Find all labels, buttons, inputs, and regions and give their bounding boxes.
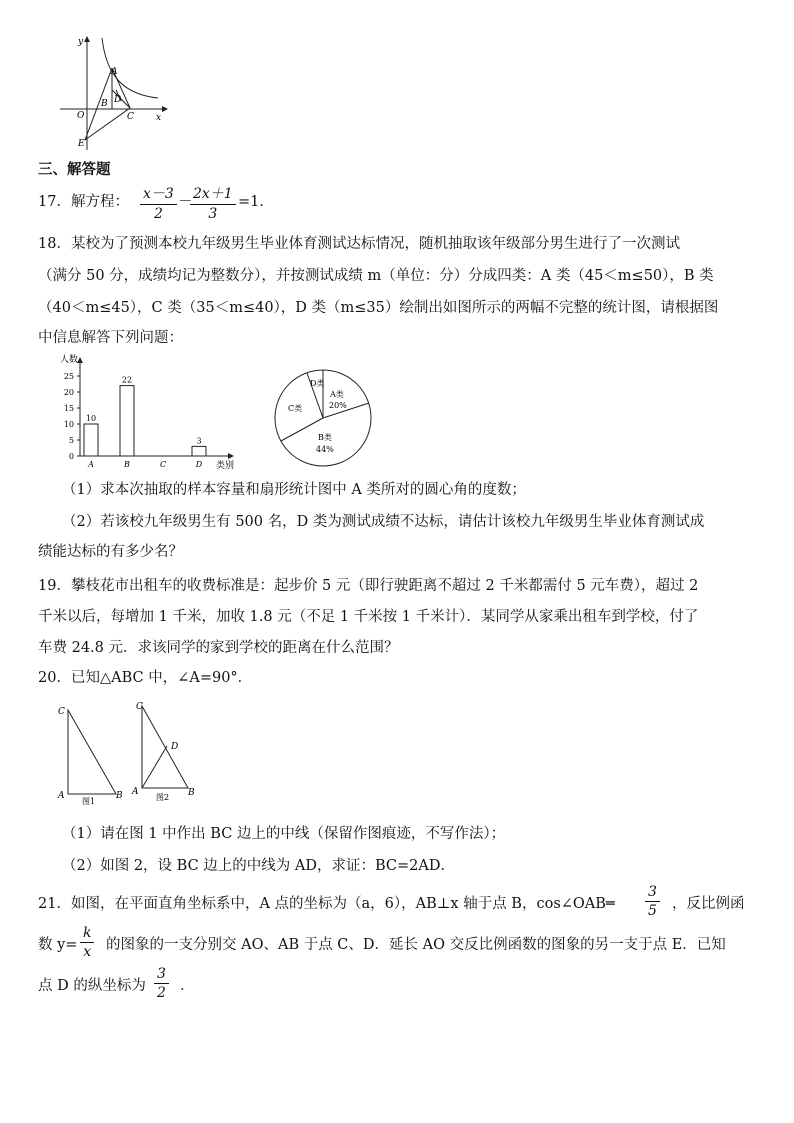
q17-frac1-den: 2	[153, 206, 163, 222]
section-title: 三、解答题	[38, 161, 111, 178]
fig2-label-a: A	[132, 787, 139, 797]
q21-frac-k	[80, 925, 94, 960]
q17-fraction-2	[190, 183, 236, 222]
q21-frac-cos	[645, 884, 660, 919]
bar-ytick-label: 25	[63, 372, 74, 381]
q19-line1: 19．攀枝花市出租车的收费标准是：起步价 5 元（即行驶距离不超过 2 千米都需付 5 元车费），超过 2	[38, 578, 699, 594]
q17-frac2-den: 3	[208, 206, 218, 222]
fig1-caption: 图1	[82, 797, 96, 806]
q20-sub1: （1）请在图 1 中作出 BC 边上的中线（保留作图痕迹，不写作法）；	[62, 826, 506, 842]
q21-line1-b: ，反比例函	[672, 896, 745, 912]
q18-line4: 中信息解答下列问题：	[38, 330, 183, 346]
bar-chart	[56, 350, 246, 472]
q21-frac-d-num: 3	[154, 966, 169, 984]
triangle-figure-1	[54, 702, 134, 808]
bar-xlabel: 类别	[216, 461, 235, 471]
q17-minus: －	[178, 194, 193, 210]
bar-ytick-label: 0	[68, 452, 74, 461]
segment-ec	[85, 108, 130, 140]
bar-ylabel: 人数	[60, 355, 79, 365]
label-o: O	[77, 111, 85, 121]
label-y: y	[78, 37, 84, 47]
q20-sub2: （2）如图 2，设 BC 边上的中线为 AD，求证：BC=2AD．	[62, 858, 455, 874]
q19-line2: 千米以后，每增加 1 千米，加收 1.8 元（不足 1 千米按 1 千米计）．某同学从家乘出租车到学校，付了	[38, 609, 699, 625]
bar-x-axis-arrow	[228, 453, 234, 459]
pie-value-a: 20%	[329, 401, 347, 410]
label-a: A	[111, 67, 118, 77]
y-axis-arrow	[84, 36, 90, 42]
fig1-label-c: C	[58, 707, 65, 717]
bar-ytick-label: 20	[63, 388, 74, 397]
fig2-label-c: C	[136, 702, 143, 712]
median-ad	[142, 746, 167, 788]
triangle-figure-2	[130, 698, 206, 806]
fig1-label-a: A	[58, 791, 65, 801]
q21-frac-cos-num: 3	[645, 884, 660, 902]
bar-value-label: 22	[121, 375, 133, 385]
pie-value-b: 44%	[316, 445, 334, 454]
triangle-abc-1	[68, 710, 116, 794]
bar-ytick-label: 5	[68, 436, 74, 445]
bar-value-label: 10	[85, 414, 97, 423]
x-axis-arrow	[162, 106, 168, 112]
q17-suffix: =1．	[238, 194, 274, 210]
q21-line2-a: 数 y=	[38, 937, 78, 953]
q18-line3: （40＜m≤45），C 类（35＜m≤40），D 类（m≤35）绘制出如图所示的两幅不完整的统计图，请根据图	[38, 300, 719, 316]
bar-category-label: B	[124, 460, 130, 469]
bar-B	[120, 386, 134, 456]
label-x: x	[156, 113, 162, 123]
q18-sub2-line2: 绩能达标的有多少名？	[38, 544, 183, 560]
q21-line3-a: 点 D 的纵坐标为	[38, 978, 146, 994]
label-d: D	[114, 95, 122, 105]
bar-ytick-label: 10	[63, 420, 74, 429]
q21-frac-d	[154, 966, 169, 1001]
q17-fraction-1	[140, 183, 177, 222]
q21-line2-b: 的图象的一支分别交 AO、AB 于点 C、D．延长 AO 交反比例函数的图象的另一支于点 E．已知	[106, 937, 726, 953]
q18-line1: 18．某校为了预测本校九年级男生毕业体育测试达标情况，随机抽取该年级部分男生进行了一次测试	[38, 236, 680, 252]
q21-line3-b: ．	[180, 978, 195, 994]
fig2-label-b: B	[188, 788, 195, 798]
q19-line3: 车费 24.8 元．求该同学的家到学校的距离在什么范围？	[38, 640, 399, 656]
bar-ytick-label: 15	[63, 404, 74, 413]
q17-frac1-num: x－3	[140, 183, 177, 205]
line-ea	[85, 68, 112, 140]
q18-line2: （满分 50 分，成绩均记为整数分），并按测试成绩 m（单位：分）分成四类：A 类（45＜m≤50），B 类	[38, 268, 714, 284]
q17-prefix: 17．解方程：	[38, 194, 129, 210]
q21-frac-d-den: 2	[157, 985, 166, 1001]
pie-label-c: C类	[288, 404, 303, 413]
pie-label-a: A类	[330, 390, 344, 399]
bar-category-label: C	[159, 460, 167, 469]
pie-chart	[270, 366, 376, 472]
label-e: E	[78, 139, 85, 149]
q21-line1-a: 21．如图，在平面直角坐标系中，A 点的坐标为（a，6），AB⊥x 轴于点 B，cos∠OAB═	[38, 896, 615, 912]
fig2-label-d: D	[171, 742, 179, 752]
bar-category-label: D	[195, 460, 203, 469]
pie-label-b: B类	[318, 433, 332, 442]
bar-category-label: A	[88, 460, 94, 469]
fig1-label-b: B	[116, 791, 123, 801]
pie-label-d: D类	[310, 379, 325, 388]
pie-divider-left	[281, 418, 323, 441]
q21-frac-k-num: k	[80, 925, 94, 943]
bar-A	[84, 424, 98, 456]
q20-line1: 20．已知△ABC 中，∠A=90°．	[38, 670, 253, 686]
q21-frac-k-den: x	[83, 944, 92, 960]
coordinate-figure	[50, 32, 180, 154]
q18-sub1: （1）求本次抽取的样本容量和扇形统计图中 A 类所对的圆心角的度数；	[62, 482, 526, 498]
bar-value-label: 3	[196, 436, 202, 446]
q17-frac2-num: 2x＋1	[190, 183, 236, 205]
q21-frac-cos-den: 5	[648, 903, 657, 919]
bar-D	[192, 446, 206, 456]
q18-sub2-line1: （2）若该校九年级男生有 500 名，D 类为测试成绩不达标，请估计该校九年级男生毕业体育测试成	[62, 514, 705, 530]
label-b: B	[101, 99, 108, 109]
fig2-caption: 图2	[156, 793, 170, 802]
label-c: C	[127, 112, 134, 122]
